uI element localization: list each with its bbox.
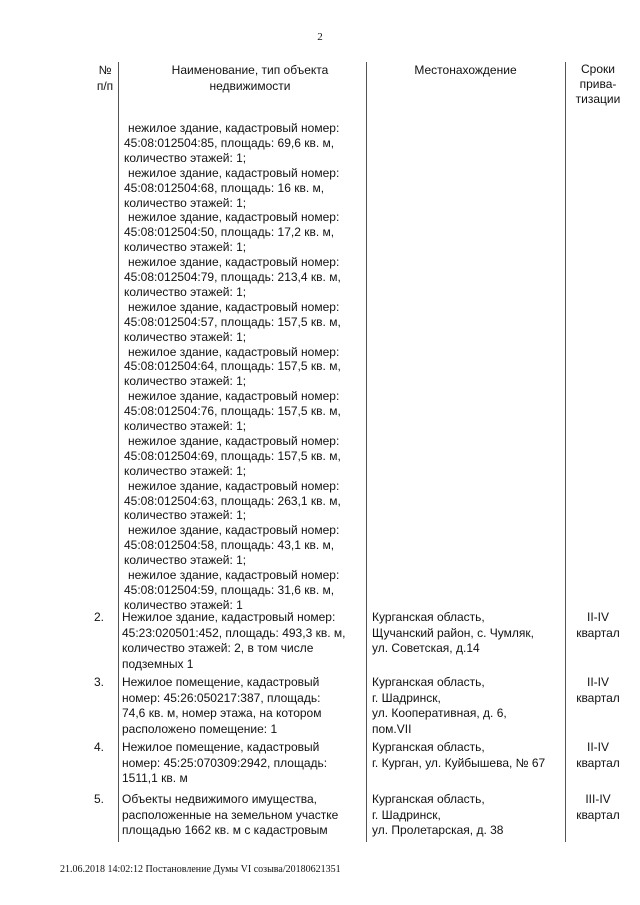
row-number: 3. bbox=[94, 675, 105, 689]
header-location: Местонахождение bbox=[414, 63, 517, 77]
row-name-line: 1511,1 кв. м bbox=[122, 771, 188, 785]
row-name bbox=[122, 610, 362, 672]
row-term-line: II-IV bbox=[586, 675, 609, 689]
list-line: 45:08:012504:64, площадь: 157,5 кв. м, bbox=[124, 359, 341, 374]
header-number-line: № bbox=[98, 63, 112, 77]
header-term-line: прива- bbox=[579, 77, 617, 91]
row-term-line: II-IV bbox=[586, 610, 609, 624]
row-term-line: квартал bbox=[576, 625, 620, 640]
row-name-line: количество этажей: 2, в том числе bbox=[122, 641, 314, 655]
header-term-line: Сроки bbox=[581, 62, 615, 76]
header-number bbox=[92, 62, 118, 94]
list-line: 45:08:012504:57, площадь: 157,5 кв. м, bbox=[124, 314, 341, 329]
list-line: нежилое здание, кадастровый номер: bbox=[128, 299, 340, 314]
list-line: нежилое здание, кадастровый номер: bbox=[128, 210, 340, 225]
list-line: количество этажей: 1; bbox=[124, 240, 247, 255]
list-line: 45:08:012504:59, площадь: 31,6 кв. м, bbox=[124, 582, 335, 597]
header-name-line: недвижимости bbox=[209, 79, 291, 93]
list-line: количество этажей: 1; bbox=[124, 150, 247, 165]
row-term-line: II-IV bbox=[586, 740, 609, 754]
row-name-line: Нежилое помещение, кадастровый bbox=[122, 740, 320, 754]
list-line: нежилое здание, кадастровый номер: bbox=[128, 433, 340, 448]
list-line: количество этажей: 1; bbox=[124, 419, 247, 433]
row-name-line: номер: 45:25:070309:2942, площадь: bbox=[122, 755, 328, 770]
row-term bbox=[566, 792, 630, 823]
row-name-line: номер: 45:26:050217:387, площадь: bbox=[122, 690, 321, 705]
row-name bbox=[122, 675, 362, 737]
row-location-line: Курганская область, bbox=[372, 792, 485, 806]
list-line: количество этажей: 1; bbox=[124, 374, 247, 389]
header-number-line: п/п bbox=[96, 79, 114, 93]
row-name-line: расположенные на земельном участке bbox=[122, 807, 339, 822]
row-name-line: расположено помещение: 1 bbox=[122, 721, 278, 736]
list-line: количество этажей: 1; bbox=[124, 463, 247, 478]
list-line: количество этажей: 1; bbox=[124, 508, 247, 523]
row-location bbox=[372, 610, 562, 657]
column-divider bbox=[565, 62, 566, 842]
row-term bbox=[566, 740, 630, 771]
row-name-line: 45:23:020501:452, площадь: 493,3 кв. м, bbox=[122, 625, 346, 640]
list-line: нежилое здание, кадастровый номер: bbox=[128, 165, 340, 180]
list-line: количество этажей: 1; bbox=[124, 284, 247, 299]
row-location-line: ул. Советская, д.14 bbox=[372, 641, 480, 655]
row-location-line: пом.VII bbox=[372, 721, 412, 736]
list-line: 45:08:012504:50, площадь: 17,2 кв. м, bbox=[124, 225, 335, 240]
row-name bbox=[122, 792, 362, 839]
list-line: нежилое здание, кадастровый номер: bbox=[128, 389, 340, 404]
row-term-line: квартал bbox=[576, 755, 620, 770]
row-term-line: квартал bbox=[576, 807, 620, 822]
list-line: 45:08:012504:68, площадь: 16 кв. м, bbox=[124, 180, 325, 195]
row-location bbox=[372, 675, 562, 737]
row-number: 5. bbox=[94, 792, 105, 806]
row-location-line: Курганская область, bbox=[372, 740, 485, 754]
row-location-line: г. Шадринск, bbox=[372, 690, 441, 705]
list-line: количество этажей: 1 bbox=[124, 597, 243, 612]
header-term-line: тизации bbox=[575, 92, 621, 106]
list-line: 45:08:012504:63, площадь: 263,1 кв. м, bbox=[124, 493, 341, 508]
column-divider bbox=[366, 62, 367, 842]
header-name bbox=[150, 62, 350, 94]
row-term-line: квартал bbox=[576, 690, 620, 705]
list-line: нежилое здание, кадастровый номер: bbox=[128, 121, 340, 135]
list-line: нежилое здание, кадастровый номер: bbox=[128, 478, 340, 493]
row-name-line: Нежилое помещение, кадастровый bbox=[122, 675, 320, 689]
row-location-line: Щучанский район, с. Чумляк, bbox=[372, 625, 534, 640]
column-divider bbox=[118, 62, 119, 842]
list-line: нежилое здание, кадастровый номер: bbox=[128, 523, 340, 538]
row-term-line: III-IV bbox=[585, 792, 611, 806]
document-footer: 21.06.2018 14:02:12 Постановление Думы VI созыва/20180621351 bbox=[60, 864, 341, 875]
list-line: 45:08:012504:79, площадь: 213,4 кв. м, bbox=[124, 270, 341, 284]
row-location-line: Курганская область, bbox=[372, 675, 485, 689]
row-name-line: площадью 1662 кв. м с кадастровым bbox=[122, 823, 328, 837]
list-line: нежилое здание, кадастровый номер: bbox=[128, 255, 340, 270]
header-term bbox=[566, 62, 630, 107]
list-line: количество этажей: 1; bbox=[124, 329, 247, 344]
list-line: 45:08:012504:58, площадь: 43,1 кв. м, bbox=[124, 538, 335, 553]
row-name-line: 74,6 кв. м, номер этажа, на котором bbox=[122, 706, 322, 720]
row-name-line: Нежилое здание, кадастровый номер: bbox=[122, 610, 336, 624]
list-line: 45:08:012504:76, площадь: 157,5 кв. м, bbox=[124, 404, 341, 419]
list-line: нежилое здание, кадастровый номер: bbox=[128, 344, 340, 359]
row-term bbox=[566, 610, 630, 641]
row-number: 2. bbox=[94, 610, 105, 624]
row-location-line: ул. Пролетарская, д. 38 bbox=[372, 823, 504, 837]
row-name-line: подземных 1 bbox=[122, 656, 194, 671]
row-location-line: г. Курган, ул. Куйбышева, № 67 bbox=[372, 755, 546, 770]
list-line: нежилое здание, кадастровый номер: bbox=[128, 568, 340, 582]
list-line: количество этажей: 1; bbox=[124, 195, 247, 210]
row-number: 4. bbox=[94, 740, 105, 754]
row-name-line: Объекты недвижимого имущества, bbox=[122, 792, 317, 806]
list-line: 45:08:012504:69, площадь: 157,5 кв. м, bbox=[124, 448, 341, 463]
row-location-line: г. Шадринск, bbox=[372, 807, 441, 822]
row-location-line: Курганская область, bbox=[372, 610, 485, 624]
list-line: количество этажей: 1; bbox=[124, 553, 247, 568]
row-term bbox=[566, 675, 630, 706]
header-name-line: Наименование, тип объекта bbox=[171, 63, 329, 77]
row-name bbox=[122, 740, 362, 787]
list-line: 45:08:012504:85, площадь: 69,6 кв. м, bbox=[124, 135, 335, 150]
row-location-line: ул. Кооперативная, д. 6, bbox=[372, 706, 507, 720]
row-location bbox=[372, 740, 562, 771]
row-location bbox=[372, 792, 562, 839]
page-number: 2 bbox=[317, 31, 323, 43]
